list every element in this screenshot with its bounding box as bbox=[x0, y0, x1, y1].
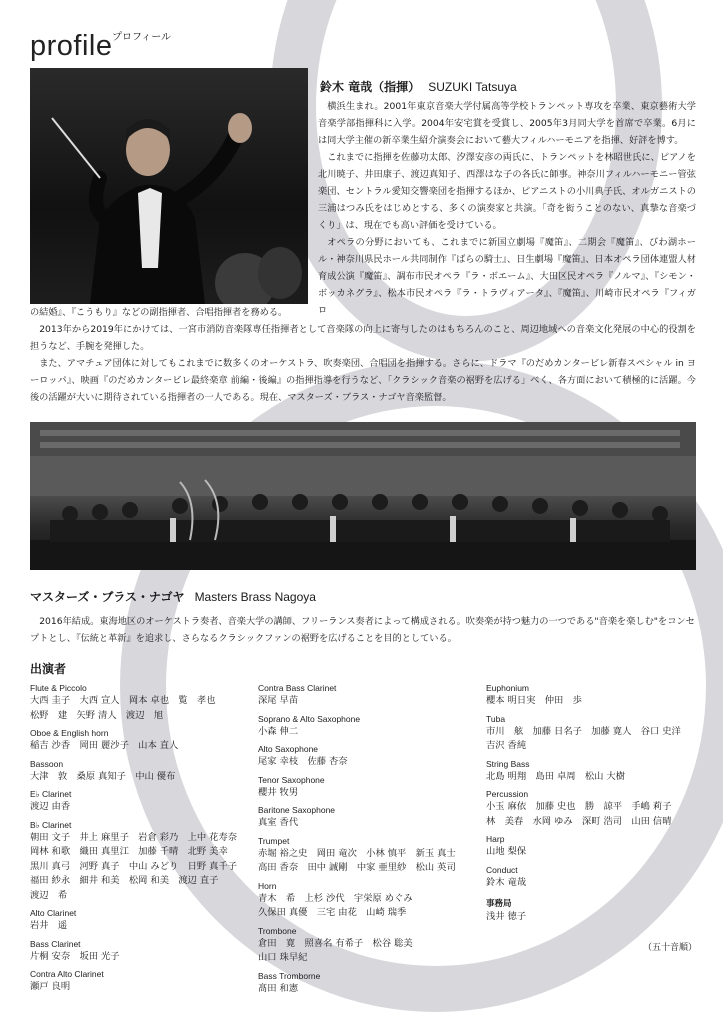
section-horn bbox=[258, 880, 478, 921]
section-label: Alto Saxophone bbox=[258, 744, 319, 754]
bio-paragraph: の結婚』、『こうもり』などの副指揮者、合唱指揮者を務める。 bbox=[30, 307, 288, 318]
section-names: 倉田 寛 照喜名 有希子 松谷 聡美 山口 珠早紀 bbox=[258, 937, 413, 963]
section-names: 稲吉 沙香 岡田 麗沙子 山本 直人 bbox=[30, 740, 179, 751]
order-note: （五十音順） bbox=[642, 943, 697, 953]
bio-paragraph: オペラの分野においても、これまでに新国立劇場『魔笛』、二期会『魔笛』、びわ湖ホール・神奈川県民ホール共同制作『ばらの騎士』、日生劇場『魔笛』、日本オペラ団体連盟人材育成公演『魔笛』、調布市民オペラ『ラ・ボエーム』、大田区民オペラ『ノルマ』、『シモン・ボッカネグラ』、松本市民オペラ『ラ・トラヴィアータ』、『魔笛』、川崎市民オペラ『フィガロ bbox=[318, 237, 696, 316]
bio-paragraph: 2013年から2019年にかけては、一宮市消防音楽隊専任指揮者として音楽隊の向上に寄与したのはもちろんのこと、周辺地域への音楽文化発展の中心的役割を担うなど、手腕を発揮した。 bbox=[30, 324, 696, 352]
section-bass-clarinet bbox=[30, 938, 250, 965]
section-label: Contra Bass Clarinet bbox=[258, 683, 337, 693]
section-tuba bbox=[486, 713, 706, 754]
conductor-name-en: SUZUKI Tatsuya bbox=[428, 80, 517, 94]
section-label: Oboe & English horn bbox=[30, 728, 109, 738]
section-names: 山地 梨保 bbox=[486, 846, 527, 857]
section-label: Euphonium bbox=[486, 683, 530, 693]
section-label: Tuba bbox=[486, 713, 506, 724]
section-label: Trumpet bbox=[258, 835, 290, 846]
section-harp bbox=[486, 833, 706, 860]
conductor-photo bbox=[30, 68, 308, 304]
office-name: 浅井 徳子 bbox=[486, 911, 527, 922]
section-trumpet bbox=[258, 835, 478, 876]
section-label: Trombone bbox=[258, 925, 297, 936]
section-soprano-alto-sax bbox=[258, 713, 478, 740]
section-names: 真室 香代 bbox=[258, 817, 299, 828]
section-string-bass bbox=[486, 758, 706, 785]
band-name-heading bbox=[30, 588, 316, 605]
section-names: 朝田 文子 井上 麻里子 岩倉 彩乃 上中 花寿奈 岡林 和歌 織田 真里江 加藤 千晴 北野 美幸 黒川 真弓 河野 真子 中山 みどり 日野 真千子 福田 紗永 細井 和美 松岡 和美 渡辺 直子 渡辺 希 bbox=[30, 831, 238, 901]
section-bass-trombone bbox=[258, 970, 478, 997]
section-flute bbox=[30, 682, 250, 723]
performers-heading: 出演者 bbox=[30, 662, 67, 676]
performers-column-3 bbox=[486, 682, 706, 929]
section-label: Bass Clarinet bbox=[30, 938, 81, 949]
performers-column-2 bbox=[258, 682, 478, 1000]
section-names: 大西 圭子 大西 宣人 岡本 卓也 覧 孝也 松野 建 矢野 清人 渡辺 旭 bbox=[30, 695, 216, 721]
section-names: 櫻本 明日実 仲田 歩 bbox=[486, 695, 582, 706]
section-label: B♭ Clarinet bbox=[30, 819, 72, 830]
page-title: profile bbox=[30, 30, 113, 62]
section-label: Soprano & Alto Saxophone bbox=[258, 713, 361, 724]
section-label: Horn bbox=[258, 880, 277, 891]
section-names: 小森 伸二 bbox=[258, 725, 299, 737]
section-label: Harp bbox=[486, 834, 505, 844]
section-percussion bbox=[486, 788, 706, 829]
conductor-name-jp: 鈴木 竜哉（指揮） bbox=[320, 80, 421, 94]
section-names: 鈴木 竜哉 bbox=[486, 876, 527, 888]
section-alto-sax bbox=[258, 743, 478, 770]
section-office bbox=[486, 898, 706, 925]
band-description-text: 2016年結成。東海地区のオーケストラ奏者、音楽大学の講師、フリーランス奏者によって構成される。吹奏楽が持つ魅力の一つである"音楽を楽しむ"をコンセプトとし、『伝統と革新』を追求し、さらなるクラシックファンの裾野を広げることを目的としている。 bbox=[30, 616, 695, 644]
section-names: 瀬戸 良明 bbox=[30, 981, 71, 992]
section-label: Tenor Saxophone bbox=[258, 774, 325, 785]
section-label: Contra Alto Clarinet bbox=[30, 969, 104, 979]
section-names: 渡辺 由香 bbox=[30, 801, 71, 812]
section-names: 岩井 遥 bbox=[30, 920, 68, 931]
section-label: Percussion bbox=[486, 789, 529, 799]
section-names: 深尾 早苗 bbox=[258, 695, 299, 706]
section-names: 小玉 麻依 加藤 史也 勝 諒平 手嶋 莉子 林 美春 水岡 ゆみ 深町 浩司 山田 信晴 bbox=[486, 801, 672, 827]
conductor-bio-full bbox=[30, 304, 696, 406]
performers-column-1 bbox=[30, 682, 250, 999]
section-label: Flute & Piccolo bbox=[30, 683, 87, 693]
section-contra-bass-clarinet bbox=[258, 682, 478, 709]
office-label: 事務局 bbox=[486, 899, 512, 909]
section-euphonium bbox=[486, 682, 706, 709]
band-name-en: Masters Brass Nagoya bbox=[194, 590, 316, 604]
section-names: 北島 明翔 島田 卓周 松山 大樹 bbox=[486, 770, 626, 782]
band-description bbox=[30, 613, 696, 647]
bio-paragraph: 横浜生まれ。2001年東京音楽大学付属高等学校トランペット専攻を卒業、東京藝術大学音楽学部指揮科に入学。2004年安宅賞を受賞し、2005年3月同大学を首席で卒業。6月には同大学主催の新卒業生紹介演奏会において藝大フィルハーモニアを指揮、好評を博す。 bbox=[318, 101, 696, 146]
section-names: 片桐 安奈 坂田 光子 bbox=[30, 950, 120, 962]
bio-paragraph: また、アマチュア団体に対してもこれまでに数多くのオーケストラ、吹奏楽団、合唱団を指揮する。さらに、ドラマ『のだめカンタービレ新春スペシャル in ヨーロッパ』、映画『のだめカンタービレ最終楽章 前編・後編』の指揮指導を行うなど、「クラシック音楽の裾野を広げる」べく、各方面において積極的に活躍。今後の活躍が大いに期待されている指揮者の一人である。現在、マスターズ・ブラス・ナゴヤ音楽監督。 bbox=[30, 358, 696, 403]
section-label: Conduct bbox=[486, 864, 518, 875]
section-trombone bbox=[258, 925, 478, 966]
band-name-jp: マスターズ・ブラス・ナゴヤ bbox=[30, 590, 185, 604]
bio-paragraph: これまでに指揮を佐藤功太郎、汐澤安彦の両氏に、トランペットを林昭世氏に、ピアノを北川暁子、井田康子、渡辺真知子、西澤はな子の各氏に師事。神奈川フィルハーモニー管弦楽団、セントラル愛知交響楽団を指揮するほか、ピアニストの小川典子氏、オルガニストの三浦はつみ氏をはじめとする、多くの演奏家と共演。「奇を衒うことのない、真摯な音楽づくり」は、現在でも高い評価を受けている。 bbox=[318, 152, 696, 231]
section-bb-clarinet bbox=[30, 819, 250, 904]
orchestra-photo bbox=[30, 422, 696, 570]
section-conduct bbox=[486, 864, 706, 891]
section-alto-clarinet bbox=[30, 907, 250, 934]
section-names: 髙田 和憲 bbox=[258, 982, 299, 994]
section-names: 尾家 幸枝 佐藤 杏奈 bbox=[258, 756, 348, 767]
conductor-bio-right bbox=[318, 98, 696, 319]
section-names: 赤堀 裕之史 岡田 竜次 小林 慎平 新玉 真士 高田 香奈 田中 誠剛 中家 亜里紗 松山 英司 bbox=[258, 847, 456, 873]
section-label: E♭ Clarinet bbox=[30, 789, 72, 799]
section-label: Alto Clarinet bbox=[30, 908, 77, 918]
section-oboe bbox=[30, 727, 250, 754]
section-names: 大津 敦 桑原 真知子 中山 優布 bbox=[30, 770, 176, 782]
section-contra-alto-clarinet bbox=[30, 968, 250, 995]
section-names: 市川 舷 加藤 日名子 加藤 寛人 谷口 史洋 吉沢 香純 bbox=[486, 725, 681, 751]
section-baritone-sax bbox=[258, 804, 478, 831]
section-tenor-sax bbox=[258, 774, 478, 801]
section-label: Bassoon bbox=[30, 758, 64, 769]
section-eb-clarinet bbox=[30, 788, 250, 815]
section-names: 青木 希 上杉 沙代 宇栄原 めぐみ 久保田 真優 三宅 由花 山崎 瑞季 bbox=[258, 892, 413, 918]
page-subtitle: プロフィール bbox=[112, 32, 171, 43]
conductor-name-heading bbox=[320, 78, 517, 95]
section-label: Bass Tromborne bbox=[258, 970, 321, 981]
section-label: String Bass bbox=[486, 758, 530, 769]
section-names: 櫻井 牧男 bbox=[258, 786, 299, 798]
section-label: Baritone Saxophone bbox=[258, 805, 336, 815]
section-bassoon bbox=[30, 758, 250, 785]
